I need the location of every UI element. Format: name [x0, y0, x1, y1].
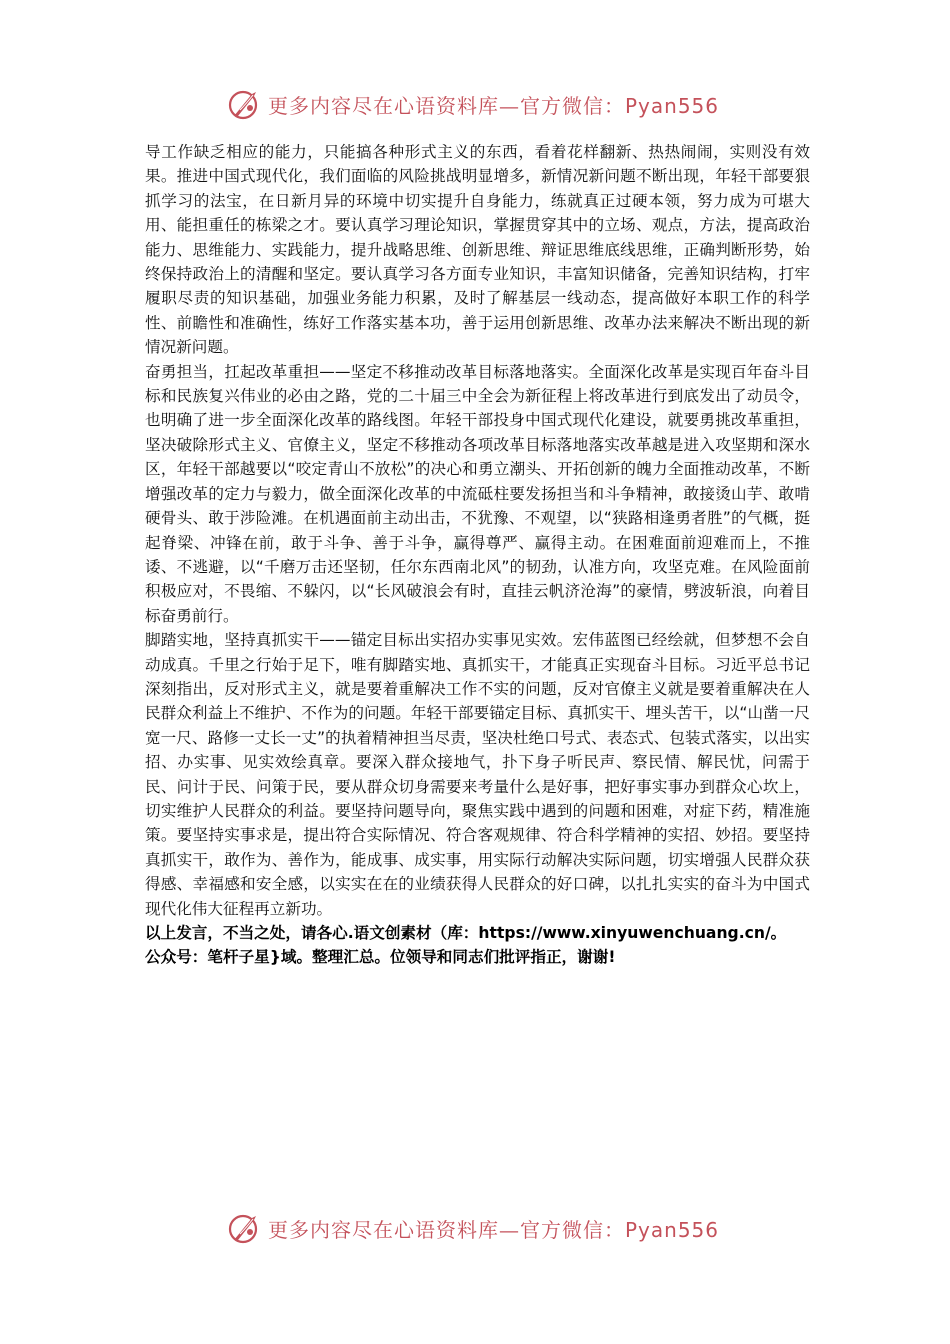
footer-banner-wechat: Pyan556 [625, 1217, 720, 1242]
header-banner-wechat: Pyan556 [625, 93, 720, 118]
quill-pen-logo-icon [226, 86, 262, 122]
paragraph-3: 脚踏实地，坚持真抓实干——锚定目标出实招办实事见实效。宏伟蓝图已经绘就，但梦想不会自动成真。千里之行始于足下，唯有脚踏实地、真抓实干，才能真正实现奋斗目标。习近平总书记深刻指出，反对形式主义，就是要着重解决工作不实的问题，反对官僚主义就是要着重解决在人民群众利益上不维护、不作为的问题。年轻干部要锚定目标、真抓实干、埋头苦干，以“山凿一尺宽一尺、路修一丈长一丈”的执着精神担当尽责，坚决杜绝口号式、表态式、包装式落实，以出实招、办实事、见实效绘真章。要深入群众接地气，扑下身子听民声、察民情、解民忧，问需于民、问计于民、问策于民，要从群众切身需要来考量什么是好事，把好事实事办到群众心坎上，切实维护人民群众的利益。要坚持问题导向，聚焦实践中遇到的问题和困难，对症下药，精准施策。要坚持实事求是，提出符合实际情况、符合客观规律、符合科学精神的实招、妙招。要坚持真抓实干，敢作为、善作为，能成事、成实事，用实际行动解决实际问题，切实增强人民群众获得感、幸福感和安全感，以实实在在的业绩获得人民群众的好口碑，以扎扎实实的奋斗为中国式现代化伟大征程再立新功。 [145, 631, 810, 918]
header-banner-main: 更多内容尽在心语资料库—官方微信： [268, 93, 625, 118]
header-banner-text [268, 90, 719, 119]
header-banner [226, 84, 746, 124]
paragraph-1: 导工作缺乏相应的能力，只能搞各种形式主义的东西，看着花样翻新、热热闹闹，实则没有效果。推进中国式现代化，我们面临的风险挑战明显增多，新情况新问题不断出现，年轻干部要狠抓学习的法宝，在日新月异的环境中切实提升自身能力，练就真正过硬本领，努力成为可堪大用、能担重任的栋梁之才。要认真学习理论知识，掌握贯穿其中的立场、观点，方法，提高政治能力、思维能力、实践能力，提升战略思维、创新思维、辩证思维底线思维，正确判断形势，始终保持政治上的清醒和坚定。要认真学习各方面专业知识，丰富知识储备，完善知识结构，打牢履职尽责的知识基础，加强业务能力积累，及时了解基层一线动态，提高做好本职工作的科学性、前瞻性和准确性，练好工作落实基本功，善于运用创新思维、改革办法来解决不断出现的新情况新问题。 [145, 143, 810, 357]
footer-banner [226, 1208, 746, 1248]
quill-pen-logo-icon [226, 1210, 262, 1246]
closing-remarks-line-1: 以上发言，不当之处，请各心.语文创素材（库：https://www.xinyuwenchuang.cn/。 [145, 924, 787, 942]
closing-remarks-line-2: 公众号：笔杆子星}域。整理汇总。位领导和同志们批评指正，谢谢! [145, 948, 616, 967]
document-body [145, 140, 810, 970]
footer-banner-main: 更多内容尽在心语资料库—官方微信： [268, 1217, 625, 1242]
paragraph-2: 奋勇担当，扛起改革重担——坚定不移推动改革目标落地落实。全面深化改革是实现百年奋斗目标和民族复兴伟业的必由之路，党的二十届三中全会为新征程上将改革进行到底发出了动员令，也明确了进一步全面深化改革的路线图。年轻干部投身中国式现代化建设，就要勇挑改革重担，坚决破除形式主义、官僚主义，坚定不移推动各项改革目标落地落实改革越是进入攻坚期和深水区，年轻干部越要以“咬定青山不放松”的决心和勇立潮头、开拓创新的魄力全面推动改革，不断增强改革的定力与毅力，做全面深化改革的中流砥柱要发扬担当和斗争精神，敢接烫山芋、敢啃硬骨头、敢于涉险滩。在机遇面前主动出击，不犹豫、不观望，以“狭路相逢勇者胜”的气概，挺起脊梁、冲锋在前，敢于斗争、善于斗争，赢得尊严、赢得主动。在困难面前迎难而上，不推诿、不逃避，以“千磨万击还坚韧，任尔东西南北风”的韧劲，认准方向，攻坚克难。在风险面前积极应对，不畏缩、不躲闪，以“长风破浪会有时，直挂云帆济沧海”的豪情，劈波斩浪，向着目标奋勇前行。 [145, 362, 810, 625]
footer-banner-text [268, 1214, 719, 1243]
